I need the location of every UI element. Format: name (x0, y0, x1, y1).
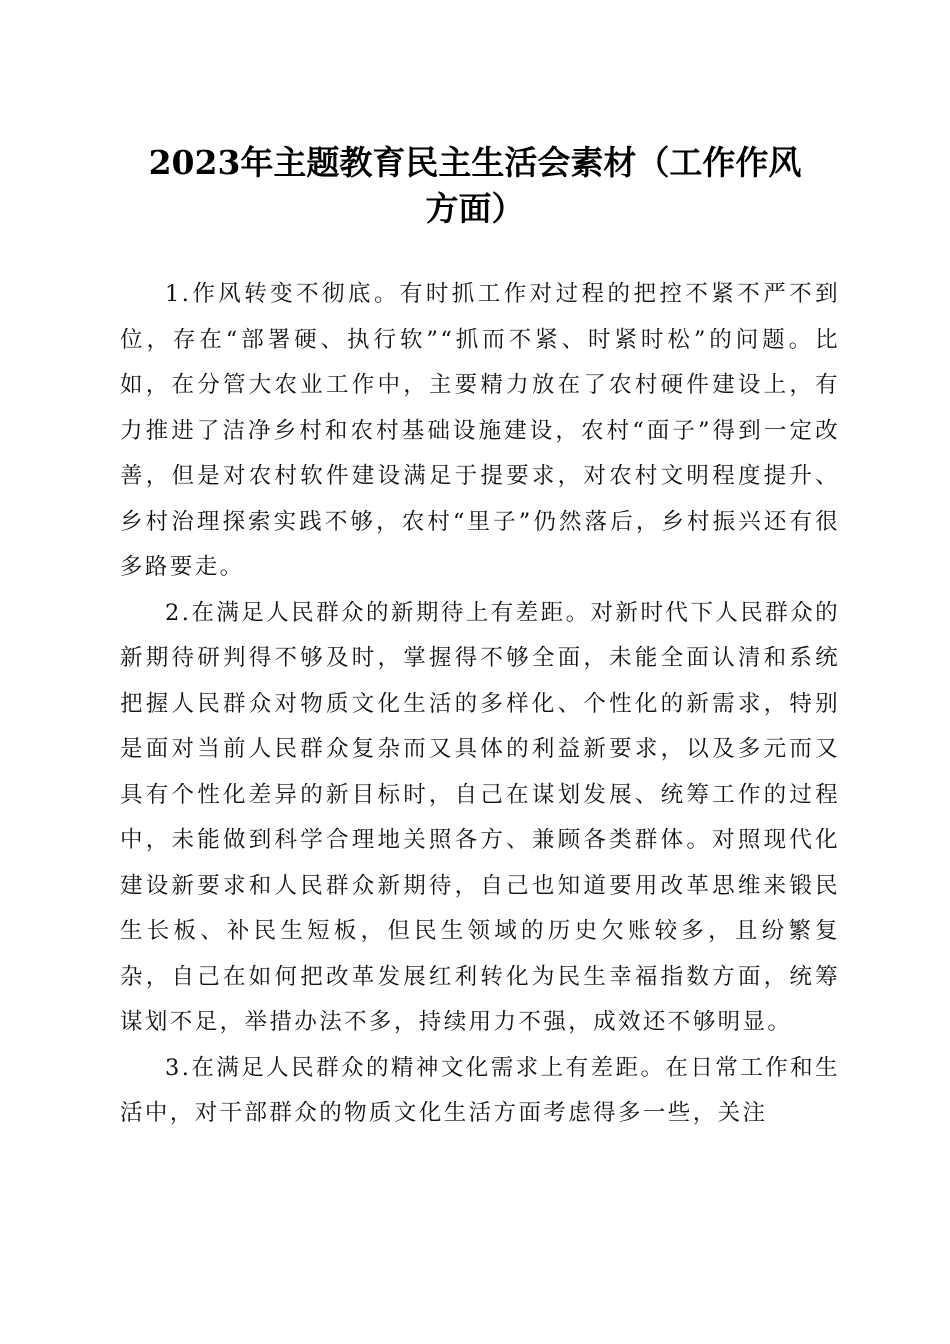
document-title (100, 140, 850, 232)
paragraph-1: 1.作风转变不彻底。有时抓工作对过程的把控不紧不严不到位，存在“部署硬、执行软”“抓而不紧、时紧时松”的问题。比如，在分管大农业工作中，主要精力放在了农村硬件建设上，有力推进了洁净乡村和农村基础设施建设，农村“面子”得到一定改善，但是对农村软件建设满足于提要求，对农村文明程度提升、乡村治理探索实践不够，农村“里子”仍然落后，乡村振兴还有很多路要走。 (120, 281, 840, 580)
document-body (120, 272, 840, 1137)
paragraph-2: 2.在满足人民群众的新期待上有差距。对新时代下人民群众的新期待研判得不够及时，掌握得不够全面，未能全面认清和系统把握人民群众对物质文化生活的多样化、个性化的新需求，特别是面对当前人民群众复杂而又具体的利益新要求，以及多元而又具有个性化差异的新目标时，自己在谋划发展、统筹工作的过程中，未能做到科学合理地关照各方、兼顾各类群体。对照现代化建设新要求和人民群众新期待，自己也知道要用改革思维来锻民生长板、补民生短板，但民生领域的历史欠账较多，且纷繁复杂，自己在如何把改革发展红利转化为民生幸福指数方面，统筹谋划不足，举措办法不多，持续用力不强，成效还不够明显。 (120, 599, 840, 1035)
title-line-1: 2023年主题教育民主生活会素材（工作作风 (148, 143, 802, 182)
paragraph-3: 3.在满足人民群众的精神文化需求上有差距。在日常工作和生活中，对干部群众的物质文化生活方面考虑得多一些，关注 (120, 1054, 840, 1126)
title-line-2: 方面） (425, 189, 525, 228)
